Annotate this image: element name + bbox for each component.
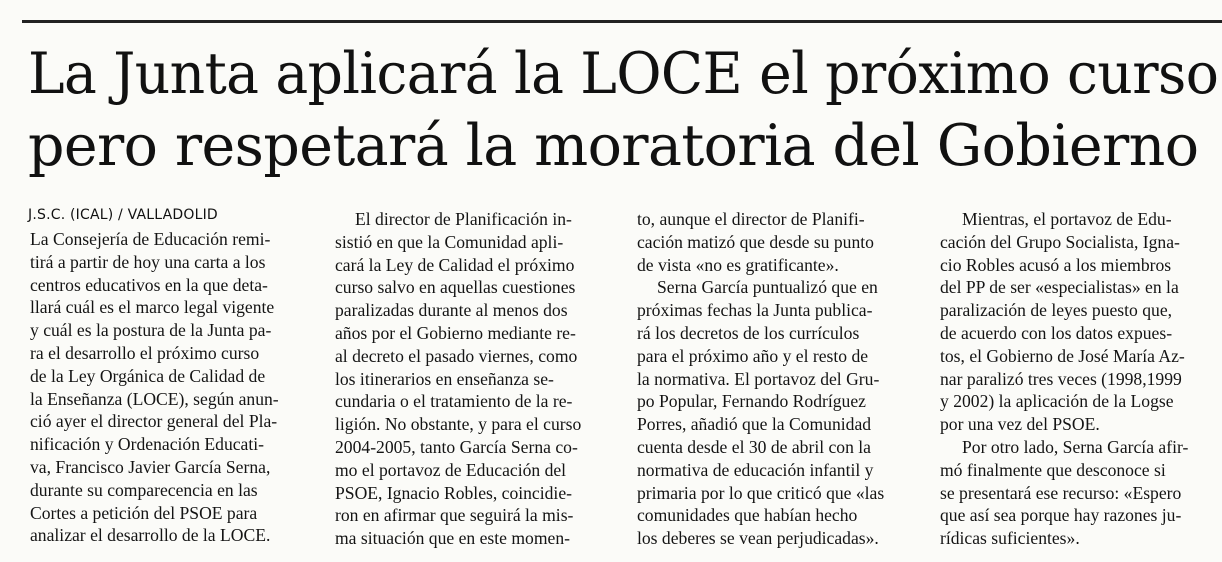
text-line: ció ayer el director general del Pla-	[30, 411, 278, 432]
text-line: por una vez del PSOE.	[940, 414, 1100, 435]
text-line: tos, el Gobierno de José María Az-	[940, 345, 1185, 366]
text-line: tirá a partir de hoy una carta a los	[30, 251, 266, 272]
text-line: para el próximo año y el resto de	[637, 345, 869, 366]
text-line: La Consejería de Educación remi-	[30, 229, 271, 249]
text-line: comunidades que habían hecho	[637, 505, 858, 526]
text-line: paralización de leyes puesto que,	[940, 300, 1173, 321]
text-line: los deberes se vean perjudicadas».	[637, 528, 879, 549]
text-line: rídicas suficientes».	[940, 528, 1080, 549]
text-line: del PP de ser «especialistas» en la	[940, 277, 1179, 298]
text-line: curso salvo en aquellas cuestiones	[335, 277, 576, 298]
text-line: Serna García puntualizó que en	[657, 277, 878, 298]
text-line: analizar el desarrollo de la LOCE.	[30, 525, 271, 546]
text-line: y cuál es la postura de la Junta pa-	[30, 320, 272, 341]
text-line: de la Ley Orgánica de Calidad de	[30, 365, 266, 386]
text-line: po Popular, Fernando Rodríguez	[637, 391, 866, 412]
text-line: El director de Planificación in-	[355, 209, 572, 229]
text-line: los itinerarios en enseñanza se-	[335, 368, 554, 389]
text-line: PSOE, Ignacio Robles, coincidie-	[335, 482, 572, 503]
text-line: normativa de educación infantil y	[637, 459, 874, 480]
headline	[28, 38, 1222, 182]
article-column-1	[30, 228, 279, 547]
text-line: ma situación que en este momen-	[335, 528, 570, 549]
text-line: mo el portavoz de Educación del	[335, 459, 567, 480]
text-line: Cortes a petición del PSOE para	[30, 502, 258, 523]
text-line: cuenta desde el 30 de abril con la	[637, 436, 871, 457]
text-line: Porres, añadió que la Comunidad	[637, 414, 872, 435]
byline: J.S.C. (ICAL) / VALLADOLID	[28, 207, 218, 223]
text-line: Mientras, el portavoz de Edu-	[962, 209, 1172, 229]
text-line: mó finalmente que desconoce si	[940, 459, 1166, 480]
text-line: y 2002) la aplicación de la Logse	[940, 391, 1174, 412]
article-column-2	[335, 208, 581, 550]
text-line: primaria por lo que criticó que «las	[637, 482, 885, 503]
text-line: cio Robles acusó a los miembros	[940, 254, 1172, 275]
text-line: 2004-2005, tanto García Serna co-	[335, 436, 578, 457]
text-line: nar paralizó tres veces (1998,1999	[940, 368, 1182, 389]
text-line: llará cuál es el marco legal vigente	[30, 297, 275, 318]
top-rule	[22, 20, 1222, 23]
text-line: va, Francisco Javier García Serna,	[30, 456, 271, 477]
text-line: paralizadas durante al menos dos	[335, 300, 568, 321]
text-line: la Enseñanza (LOCE), según anun-	[30, 388, 279, 409]
text-line: rá los decretos de los currículos	[637, 322, 860, 343]
text-line: centros educativos en la que deta-	[30, 274, 268, 295]
text-line: Por otro lado, Serna García afir-	[962, 436, 1189, 457]
text-line: cará la Ley de Calidad el próximo	[335, 254, 575, 275]
text-line: cación matizó que desde su punto	[637, 231, 874, 252]
text-line: años por el Gobierno mediante re-	[335, 322, 576, 343]
text-line: cación del Grupo Socialista, Igna-	[940, 231, 1180, 252]
article-column-3	[637, 208, 884, 550]
text-line: sistió en que la Comunidad apli-	[335, 231, 564, 252]
text-line: se presentará ese recurso: «Espero	[940, 482, 1182, 503]
text-line: de acuerdo con los datos expues-	[940, 322, 1173, 343]
text-line: próximas fechas la Junta publica-	[637, 300, 873, 321]
text-line: nificación y Ordenación Educati-	[30, 434, 264, 455]
article-column-4	[940, 208, 1188, 550]
text-line: durante su comparecencia en las	[30, 479, 258, 500]
text-line: ron en afirmar que seguirá la mis-	[335, 505, 574, 526]
text-line: la normativa. El portavoz del Gru-	[637, 368, 880, 389]
text-line: que así sea porque hay razones ju-	[940, 505, 1182, 526]
text-line: de vista «no es gratificante».	[637, 254, 839, 275]
headline-line-1: La Junta aplicará la LOCE el próximo curso	[28, 41, 1219, 107]
text-line: ra el desarrollo el próximo curso	[30, 342, 260, 363]
text-line: to, aunque el director de Planifi-	[637, 209, 865, 229]
text-line: ligión. No obstante, y para el curso	[335, 414, 582, 435]
text-line: al decreto el pasado viernes, como	[335, 345, 578, 366]
headline-line-2: pero respetará la moratoria del Gobierno	[28, 113, 1199, 179]
text-line: cundaria o el tratamiento de la re-	[335, 391, 573, 412]
